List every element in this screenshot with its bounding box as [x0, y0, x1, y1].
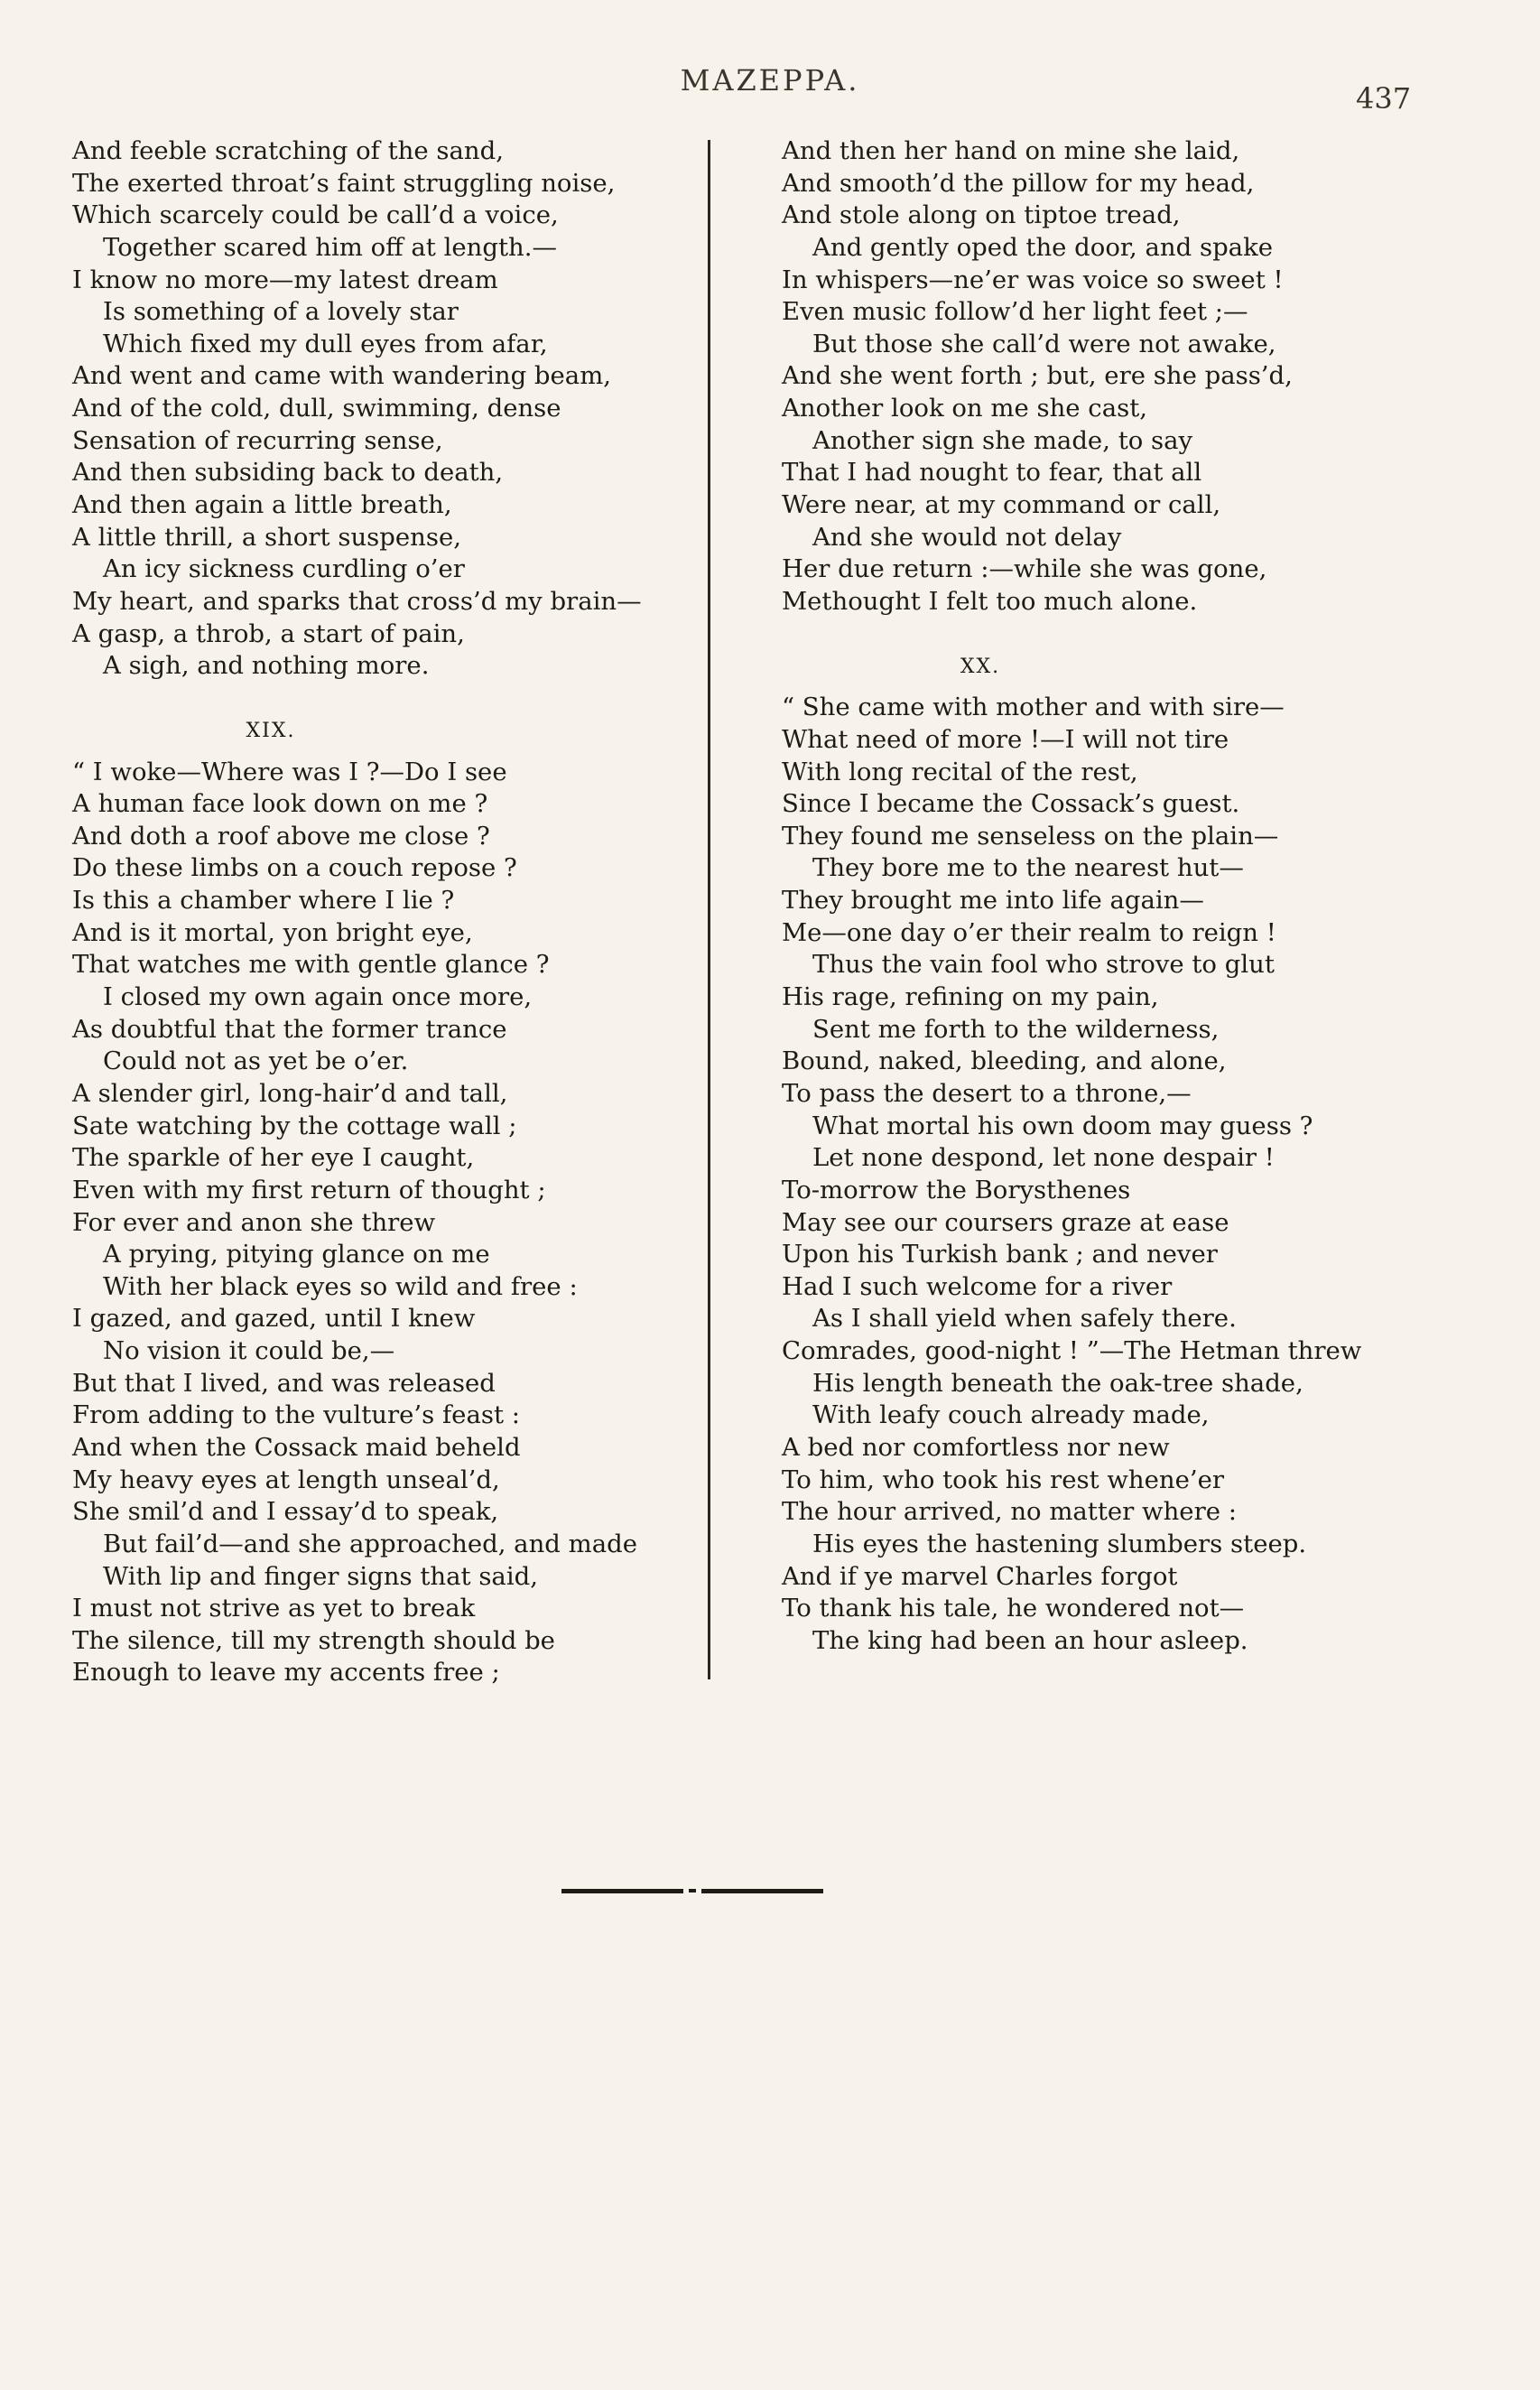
verse-line: An icy sickness curdling o’er — [103, 554, 465, 584]
verse-line: As I shall yield when safely there. — [812, 1304, 1237, 1334]
verse-line: And gently oped the door, and spake — [812, 232, 1274, 262]
verse-line: No vision it could be,— — [103, 1336, 395, 1366]
verse-line: I closed my own again once more, — [103, 982, 533, 1012]
verse-line: “ She came with mother and with sire— — [782, 693, 1285, 722]
verse-line: A slender girl, long-hair’d and tall, — [72, 1078, 508, 1108]
verse-line: Bound, naked, bleeding, and alone, — [782, 1046, 1227, 1076]
verse-line: And then her hand on mine she laid, — [782, 136, 1240, 165]
page-number: 437 — [1356, 81, 1412, 116]
verse-line: Me—one day o’er their realm to reign ! — [782, 917, 1276, 947]
verse-line: And feeble scratching of the sand, — [72, 136, 504, 165]
running-header: MAZEPPA. — [680, 63, 860, 98]
verse-line: With leafy couch already made, — [812, 1400, 1210, 1430]
verse-line: With her black eyes so wild and free : — [103, 1271, 578, 1301]
verse-line: My heart, and sparks that cross’d my brain— — [72, 586, 642, 616]
verse-line: Which scarcely could be call’d a voice, — [72, 200, 559, 230]
verse-line: His rage, refining on my pain, — [782, 982, 1159, 1012]
verse-line: But that I lived, and was released — [72, 1368, 496, 1398]
verse-line: And then subsiding back to death, — [72, 458, 504, 488]
verse-line: Is something of a lovely star — [103, 297, 459, 327]
verse-line: They found me senseless on the plain— — [782, 821, 1279, 851]
verse-line: With long recital of the rest, — [782, 757, 1138, 786]
verse-line: To pass the desert to a throne,— — [782, 1078, 1192, 1108]
verse-line: The sparkle of her eye I caught, — [72, 1143, 475, 1173]
verse-line: And is it mortal, yon bright eye, — [72, 917, 473, 947]
verse-line: A prying, pitying glance on me — [103, 1240, 490, 1269]
verse-line: And she went forth ; but, ere she pass’d, — [782, 361, 1293, 391]
verse-line: The king had been an hour asleep. — [812, 1625, 1248, 1655]
verse-line: They brought me into life again— — [782, 886, 1204, 916]
verse-line: His eyes the hastening slumbers steep. — [812, 1529, 1307, 1558]
verse-line: And stole along on tiptoe tread, — [782, 200, 1181, 230]
verse-line: A sigh, and nothing more. — [103, 651, 430, 681]
verse-line: I know no more—my latest dream — [72, 265, 498, 294]
verse-line: That watches me with gentle glance ? — [72, 950, 550, 980]
verse-line: And she would not delay — [812, 522, 1122, 552]
verse-line: “ I woke—Where was I ?—Do I see — [72, 757, 507, 786]
verse-line: To thank his tale, he wondered not— — [782, 1594, 1245, 1623]
verse-line: What need of more !—I will not tire — [782, 724, 1229, 754]
verse-line: In whispers—ne’er was voice so sweet ! — [782, 265, 1284, 294]
left-verse-block — [72, 135, 686, 683]
verse-line: But those she call’d were not awake, — [812, 329, 1276, 358]
verse-line: But fail’d—and she approached, and made — [103, 1529, 637, 1558]
verse-line: May see our coursers graze at ease — [782, 1207, 1229, 1237]
stanza-xx-verse — [782, 692, 1414, 1657]
end-rule-dot — [689, 1889, 696, 1892]
verse-line: From adding to the vulture’s feast : — [72, 1400, 521, 1430]
verse-line: A gasp, a throb, a start of pain, — [72, 618, 465, 648]
verse-line: For ever and anon she threw — [72, 1207, 436, 1237]
verse-line: Her due return :—while she was gone, — [782, 554, 1267, 584]
verse-line: Another look on me she cast, — [782, 394, 1148, 423]
verse-line: I must not strive as yet to break — [72, 1594, 476, 1623]
end-rule-right — [701, 1889, 823, 1893]
verse-line: And if ye marvel Charles forgot — [782, 1561, 1178, 1591]
verse-line: To-morrow the Borysthenes — [782, 1175, 1131, 1204]
verse-line: Even music follow’d her light feet ;— — [782, 297, 1248, 327]
verse-line: Comrades, good-night ! ”—The Hetman threw — [782, 1336, 1362, 1366]
verse-line: Could not as yet be o’er. — [103, 1046, 409, 1076]
verse-line: And then again a little breath, — [72, 490, 452, 520]
verse-line: The silence, till my strength should be — [72, 1625, 555, 1655]
left-column — [72, 135, 686, 1689]
right-verse-block — [782, 135, 1414, 618]
verse-line: To him, who took his rest whene’er — [782, 1465, 1225, 1494]
stanza-heading-xix: XIX. — [246, 719, 296, 742]
verse-line: Were near, at my command or call, — [782, 490, 1221, 520]
verse-line: That I had nought to fear, that all — [782, 458, 1202, 488]
verse-line: Is this a chamber where I lie ? — [72, 886, 455, 916]
verse-line: Sensation of recurring sense, — [72, 425, 443, 455]
verse-line: The exerted throat’s faint struggling noise, — [72, 168, 616, 198]
verse-line: With lip and finger signs that said, — [103, 1561, 538, 1591]
verse-line: Do these limbs on a couch repose ? — [72, 853, 517, 883]
end-rule — [561, 1888, 823, 1893]
verse-line: And went and came with wandering beam, — [72, 361, 612, 391]
verse-line: What mortal his own doom may guess ? — [812, 1111, 1313, 1140]
verse-line: Sate watching by the cottage wall ; — [72, 1111, 517, 1140]
verse-line: Let none despond, let none despair ! — [812, 1143, 1275, 1173]
verse-line: Which fixed my dull eyes from afar, — [103, 329, 548, 358]
end-rule-left — [561, 1889, 683, 1893]
verse-line: As doubtful that the former trance — [72, 1014, 507, 1044]
verse-line: And when the Cossack maid beheld — [72, 1432, 521, 1462]
column-divider — [708, 140, 710, 1679]
verse-line: Even with my first return of thought ; — [72, 1175, 546, 1204]
verse-line: The hour arrived, no matter where : — [782, 1497, 1238, 1527]
right-column — [782, 135, 1414, 1657]
verse-line: Sent me forth to the wilderness, — [812, 1014, 1220, 1044]
verse-line: And of the cold, dull, swimming, dense — [72, 394, 561, 423]
verse-line: Together scared him off at length.— — [103, 232, 557, 262]
verse-line: A bed nor comfortless nor new — [782, 1432, 1170, 1462]
verse-line: They bore me to the nearest hut— — [812, 853, 1244, 883]
verse-line: Methought I felt too much alone. — [782, 586, 1198, 616]
verse-line: Had I such welcome for a river — [782, 1271, 1173, 1301]
verse-line: Thus the vain fool who strove to glut — [812, 950, 1275, 980]
stanza-heading-xx: XX. — [960, 655, 1001, 678]
verse-line: And smooth’d the pillow for my head, — [782, 168, 1255, 198]
verse-line: And doth a roof above me close ? — [72, 821, 490, 851]
verse-line: A little thrill, a short suspense, — [72, 522, 461, 552]
verse-line: His length beneath the oak-tree shade, — [812, 1368, 1303, 1398]
verse-line: Upon his Turkish bank ; and never — [782, 1240, 1218, 1269]
verse-line: My heavy eyes at length unseal’d, — [72, 1465, 500, 1494]
verse-line: Enough to leave my accents free ; — [72, 1658, 500, 1688]
verse-line: Since I became the Cossack’s guest. — [782, 789, 1240, 819]
verse-line: I gazed, and gazed, until I knew — [72, 1304, 476, 1334]
stanza-xix-verse — [72, 757, 686, 1690]
verse-line: She smil’d and I essay’d to speak, — [72, 1497, 499, 1527]
verse-line: A human face look down on me ? — [72, 789, 488, 819]
verse-line: Another sign she made, to say — [812, 425, 1193, 455]
